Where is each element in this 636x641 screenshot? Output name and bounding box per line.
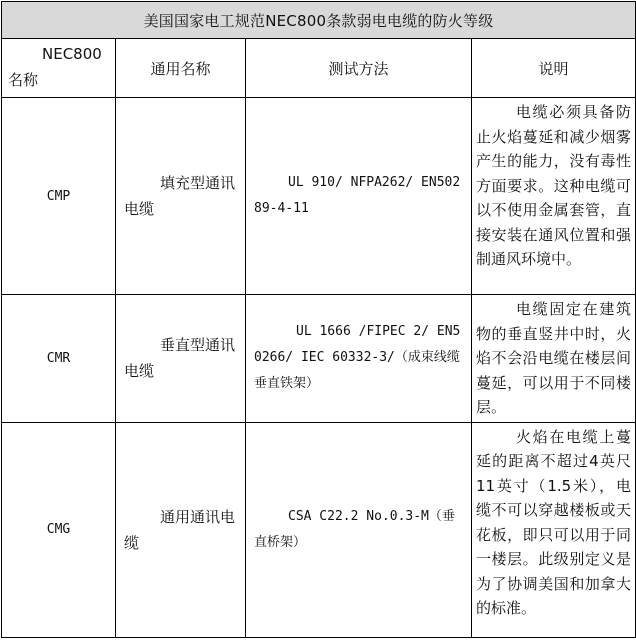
test-text: UL 910/ NFPA262/ EN50289-4-11: [254, 175, 461, 216]
test-text: UL 1666 /FIPEC 2/ EN50266/ IEC 60332-3/（成束线缆垂直铁架）: [254, 324, 461, 392]
name-text: 填充型通讯电缆: [124, 174, 236, 218]
table-row: [2, 295, 636, 423]
code-cell: CMG: [2, 422, 116, 637]
desc-cell: 电缆必须具备防止火焰蔓延和减少烟雾产生的能力，没有毒性方面要求。这种电缆可以不使用金属套管，直接安装在通风位置和强制通风环境中。: [472, 98, 636, 295]
desc-cell: 火焰在电缆上蔓延的距离不超过4英尺11英寸（1.5米），电缆不可以穿越楼板或天花板，即只可以用于同一楼层。此级别定义是为了协调美国和加拿大的标准。: [472, 422, 636, 637]
name-text: 垂直型通讯电缆: [124, 336, 236, 381]
name-cell: [116, 295, 246, 423]
table-row: [2, 98, 636, 295]
test-cell: [246, 295, 472, 423]
header-row: [2, 39, 636, 98]
code-cell: CMR: [2, 295, 116, 423]
test-cell: [246, 422, 472, 637]
header-desc: 说明: [472, 39, 636, 98]
header-test: 测试方法: [246, 39, 472, 98]
name-cell: [116, 422, 246, 637]
desc-cell: 电缆固定在建筑物的垂直竖井中时，火焰不会沿电缆在楼层间蔓延，可以用于不同楼层。: [472, 295, 636, 423]
code-cell: CMP: [2, 98, 116, 295]
test-cell: [246, 98, 472, 295]
table-title: 美国国家电工规范NEC800条款弱电电缆的防火等级: [2, 2, 636, 39]
header-name: 通用名称: [116, 39, 246, 98]
fire-rating-table: [1, 1, 636, 638]
test-text: CSA C22.2 No.0.3-M（垂直桥架）: [254, 508, 455, 550]
name-cell: [116, 98, 246, 295]
header-code-label: NEC800名称: [8, 45, 102, 89]
header-code: [2, 39, 116, 98]
name-text: 通用通讯电缆: [124, 507, 236, 552]
table-row: [2, 422, 636, 637]
title-row: [2, 2, 636, 39]
